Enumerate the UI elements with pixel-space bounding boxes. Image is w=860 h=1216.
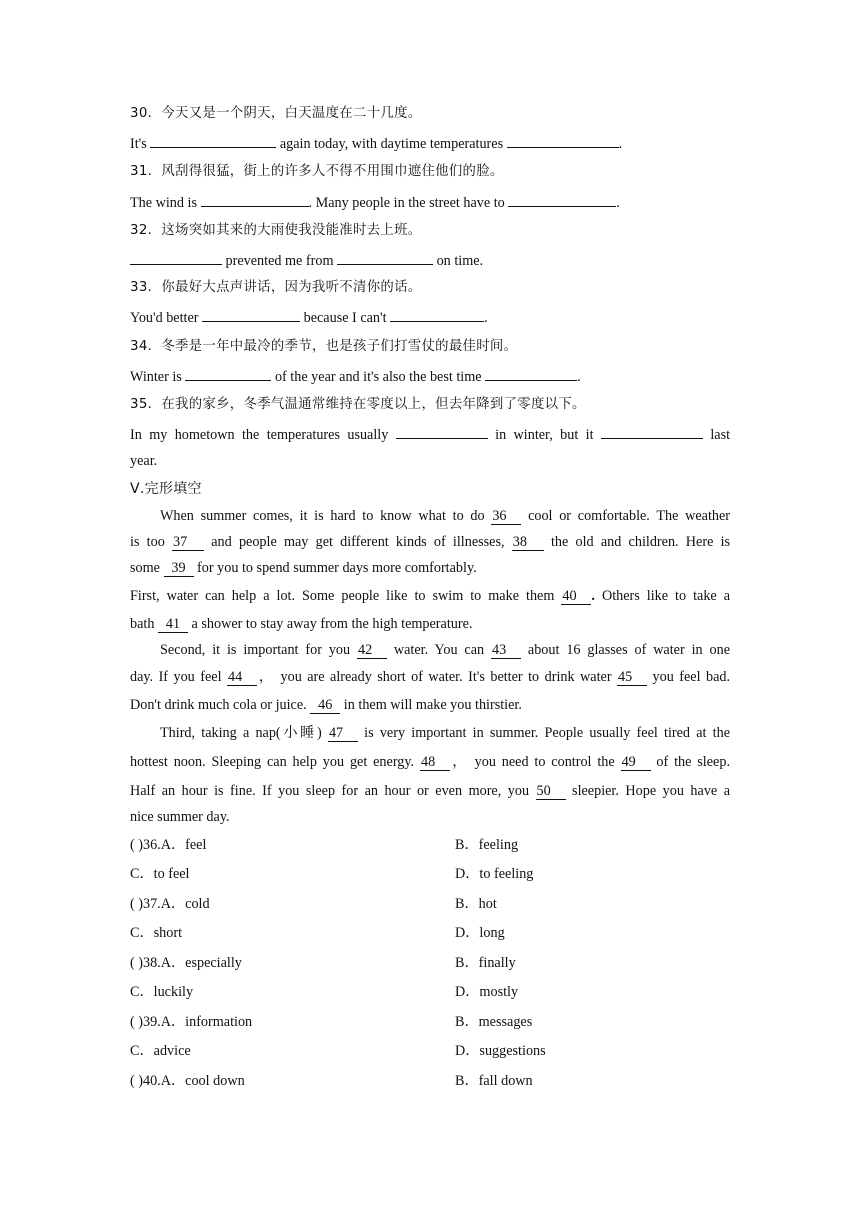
blank-46[interactable]: 46 <box>310 698 340 714</box>
q35-text-a: In my hometown the temperatures usually <box>130 427 389 443</box>
blank-48[interactable]: 48 <box>420 755 450 771</box>
passage-text: about 16 glasses of water in one <box>527 642 730 658</box>
q34-text-c: . <box>577 369 581 385</box>
passage-text: ， you are already short of water. It's better to drink water <box>257 669 612 685</box>
option-38-b[interactable]: B．finally <box>455 955 516 971</box>
passage-text: in them will make you thirstier. <box>343 697 522 713</box>
passage-text: is very important in summer. People usually feel tired at the <box>364 725 731 741</box>
option-39-c[interactable]: C．advice <box>130 1043 191 1059</box>
passage-line-6 <box>160 641 730 659</box>
q35-text-b: in winter, but it <box>495 427 594 443</box>
passage-text: . <box>591 588 595 604</box>
q34-blank-2[interactable] <box>485 367 577 381</box>
q35-continuation: year. <box>130 453 158 469</box>
option-39-a[interactable]: ( )39.A．information <box>130 1014 253 1030</box>
blank-38[interactable]: 38 <box>512 535 544 551</box>
passage-line-5 <box>130 615 472 633</box>
q34-english <box>130 367 581 386</box>
q33-blank-1[interactable] <box>202 308 300 322</box>
passage-text: for you to spend summer days more comfortably. <box>197 560 477 576</box>
passage-text: Second, it is important for you <box>160 642 351 658</box>
option-37-a[interactable]: ( )37.A．cold <box>130 896 210 912</box>
blank-41[interactable]: 41 <box>158 617 188 633</box>
q30-english <box>130 134 622 153</box>
q33-text-b: because I can't <box>303 310 387 326</box>
option-39-d[interactable]: D．suggestions <box>455 1043 546 1059</box>
q32-text-b: prevented me from <box>225 253 334 269</box>
q30-blank-2[interactable] <box>507 134 619 148</box>
passage-text: a shower to stay away from the high temperature. <box>191 616 473 632</box>
passage-text: When summer comes, it is hard to know what to do <box>160 508 485 524</box>
q34-text-a: Winter is <box>130 369 182 385</box>
passage-text: First, water can help a lot. Some people like to swim to make them <box>130 588 555 604</box>
option-37-c[interactable]: C．short <box>130 925 183 941</box>
passage-line-12: nice summer day. <box>130 809 230 825</box>
option-37-b[interactable]: B．hot <box>455 896 497 912</box>
passage-line-10 <box>130 753 730 771</box>
passage-line-8 <box>130 696 522 714</box>
section-title: Ⅴ.完形填空 <box>130 481 202 497</box>
q31-english <box>130 193 620 212</box>
q34-text-b: of the year and it's also the best time <box>274 369 482 385</box>
q30-text-c: . <box>618 136 623 152</box>
q35-blank-2[interactable] <box>601 425 703 439</box>
blank-39[interactable]: 39 <box>164 561 194 577</box>
blank-40[interactable]: 40 <box>561 589 591 605</box>
passage-text: of the sleep. <box>656 754 730 770</box>
q30-text-a: It's <box>130 136 147 152</box>
passage-line-3 <box>130 559 477 577</box>
option-38-a[interactable]: ( )38.A．especially <box>130 955 242 971</box>
blank-36[interactable]: 36 <box>491 509 521 525</box>
q35-english <box>130 425 730 444</box>
q31-text-a: The wind is <box>130 195 197 211</box>
passage-line-1 <box>160 507 730 525</box>
passage-text: bath <box>130 616 155 632</box>
q34-blank-1[interactable] <box>185 367 271 381</box>
option-36-c[interactable]: C．to feel <box>130 866 190 882</box>
q35-text-c: last <box>710 427 731 443</box>
passage-line-4 <box>130 587 730 605</box>
q32-english <box>130 251 483 270</box>
passage-text: day. If you feel <box>130 669 222 685</box>
option-40-a[interactable]: ( )40.A．cool down <box>130 1073 245 1089</box>
passage-text: cool or comfortable. The weather <box>528 508 731 524</box>
option-36-d[interactable]: D．to feeling <box>455 866 534 882</box>
blank-44[interactable]: 44 <box>227 670 257 686</box>
blank-43[interactable]: 43 <box>491 643 521 659</box>
passage-text: sleepier. Hope you have a <box>572 783 731 799</box>
blank-42[interactable]: 42 <box>357 643 387 659</box>
option-37-d[interactable]: D．long <box>455 925 505 941</box>
passage-text: Others like to take a <box>601 588 731 604</box>
q31-text-c: . <box>616 195 620 211</box>
passage-text: you feel bad. <box>652 669 731 685</box>
option-36-a[interactable]: ( )36.A．feel <box>130 837 207 853</box>
q32-blank-2[interactable] <box>337 251 433 265</box>
q32-text-c: on time. <box>436 253 484 269</box>
blank-47[interactable]: 47 <box>328 726 358 742</box>
blank-49[interactable]: 49 <box>621 755 651 771</box>
q31-chinese: 31．风刮得很猛，街上的许多人不得不用围巾遮住他们的脸。 <box>130 164 504 179</box>
option-36-b[interactable]: B．feeling <box>455 837 519 853</box>
q34-chinese: 34．冬季是一年中最冷的季节，也是孩子们打雪仗的最佳时间。 <box>130 339 518 354</box>
q33-blank-2[interactable] <box>390 308 484 322</box>
passage-text: Third, taking a nap(小睡) <box>160 725 322 741</box>
q33-text-a: You'd better <box>130 310 199 326</box>
q32-blank-1[interactable] <box>130 251 222 265</box>
passage-text: the old and children. Here is <box>550 534 731 550</box>
q31-text-b: . Many people in the street have to <box>308 195 505 211</box>
passage-text: is too <box>130 534 165 550</box>
passage-text: ， you need to control the <box>449 754 615 770</box>
passage-text: some <box>130 560 160 576</box>
q33-english <box>130 308 488 327</box>
option-39-b[interactable]: B．messages <box>455 1014 533 1030</box>
blank-37[interactable]: 37 <box>172 535 204 551</box>
q33-text-c: . <box>484 310 488 326</box>
option-38-d[interactable]: D．mostly <box>455 984 519 1000</box>
passage-text: hottest noon. Sleeping can help you get energy. <box>130 754 415 770</box>
q33-chinese: 33．你最好大点声讲话，因为我听不清你的话。 <box>130 280 422 295</box>
q31-blank-1[interactable] <box>201 193 309 207</box>
q32-chinese: 32．这场突如其来的大雨使我没能准时去上班。 <box>130 223 422 238</box>
passage-line-2 <box>130 533 730 551</box>
q35-chinese: 35．在我的家乡，冬季气温通常维持在零度以上，但去年降到了零度以下。 <box>130 397 586 412</box>
blank-50[interactable]: 50 <box>536 784 566 800</box>
passage-text: and people may get different kinds of illnesses, <box>211 534 505 550</box>
option-38-c[interactable]: C．luckily <box>130 984 194 1000</box>
passage-text: Don't drink much cola or juice. <box>130 697 307 713</box>
q30-blank-1[interactable] <box>150 134 276 148</box>
q30-chinese: 30．今天又是一个阴天，白天温度在二十几度。 <box>130 106 422 121</box>
passage-line-11 <box>130 782 730 800</box>
q30-text-b: again today, with daytime temperatures <box>279 136 504 152</box>
option-40-b[interactable]: B．fall down <box>455 1073 533 1089</box>
passage-text: water. You can <box>393 642 485 658</box>
q31-blank-2[interactable] <box>508 193 616 207</box>
blank-45[interactable]: 45 <box>617 670 647 686</box>
passage-text: Half an hour is fine. If you sleep for an hour or even more, you <box>130 783 530 799</box>
passage-line-9 <box>160 724 730 742</box>
q35-blank-1[interactable] <box>396 425 488 439</box>
passage-line-7 <box>130 668 730 686</box>
